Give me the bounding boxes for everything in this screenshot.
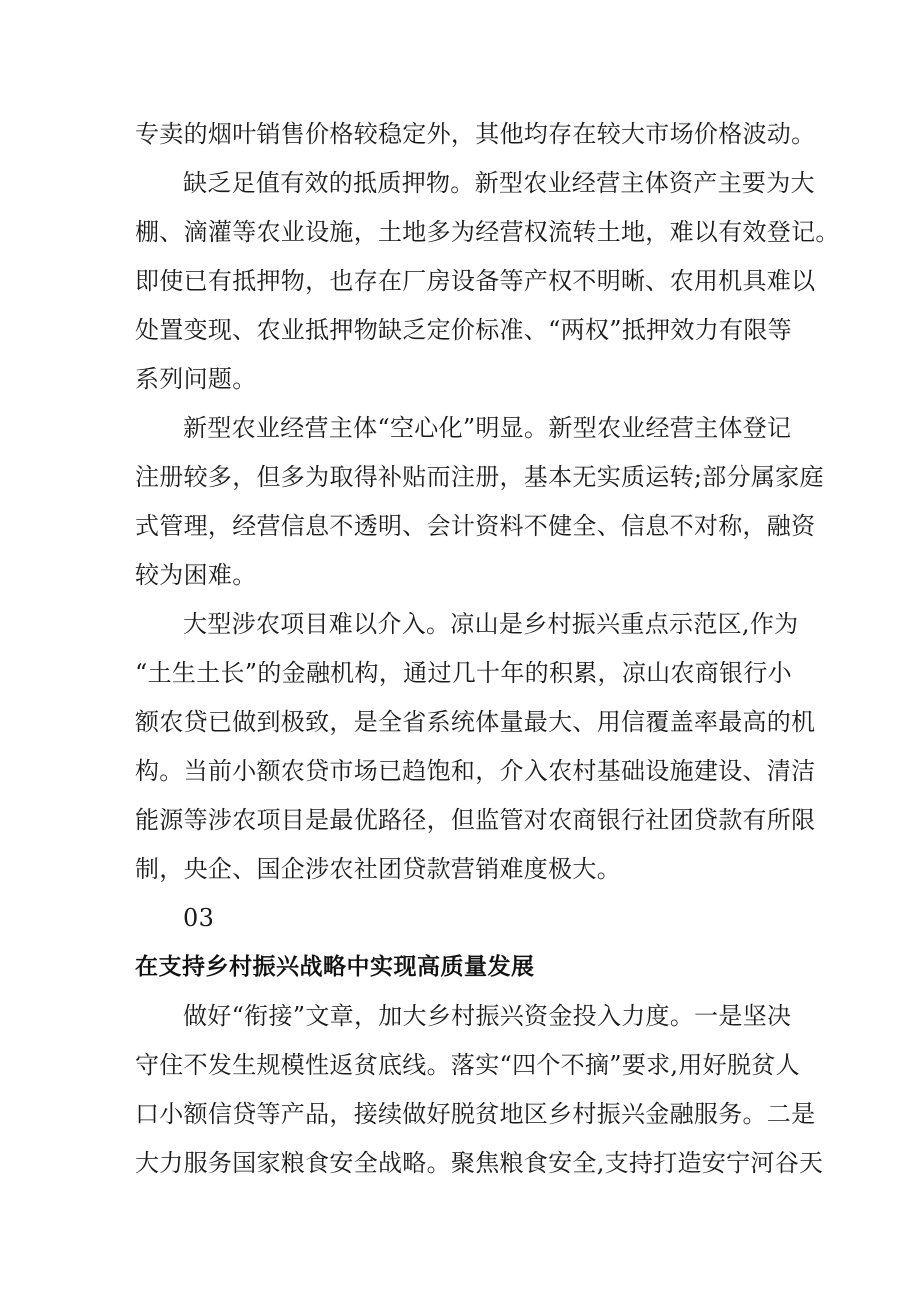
section-number: 03 <box>183 904 215 932</box>
text-line: 口小额信贷等产品，接续做好脱贫地区乡村振兴金融服务。二是 <box>135 1100 816 1128</box>
text-line: 额农贷已做到极致，是全省系统体量最大、用信覆盖率最高的机 <box>135 708 816 736</box>
text-line: 守住不发生规模性返贫底线。落实“四个不摘”要求,用好脱贫人 <box>135 1051 800 1079</box>
section-heading: 在支持乡村振兴战略中实现高质量发展 <box>135 954 535 980</box>
text-line: 注册较多，但多为取得补贴而注册，基本无实质运转;部分属家庭 <box>135 463 824 491</box>
text-line: “土生土长”的金融机构，通过几十年的积累，凉山农商银行小 <box>135 659 792 687</box>
text-line: 构。当前小额农贷市场已趋饱和，介入农村基础设施建设、清洁 <box>135 757 816 785</box>
text-line: 能源等涉农项目是最优路径，但监管对农商银行社团贷款有所限 <box>135 806 816 834</box>
paragraph-first-line: 缺乏足值有效的抵质押物。新型农业经营主体资产主要为大 <box>183 169 815 197</box>
paragraph-first-line: 大型涉农项目难以介入。凉山是乡村振兴重点示范区,作为 <box>183 610 799 638</box>
text-line: 制，央企、国企涉农社团贷款营销难度极大。 <box>135 855 621 883</box>
text-line: 较为困难。 <box>135 561 257 589</box>
text-line: 处置变现、农业抵押物缺乏定价标准、“两权”抵押效力有限等 <box>135 316 792 344</box>
text-line: 棚、滴灌等农业设施，土地多为经营权流转土地，难以有效登记。 <box>135 218 840 246</box>
paragraph-first-line: 做好“衔接”文章，加大乡村振兴资金投入力度。一是坚决 <box>183 1002 792 1030</box>
text-line: 专卖的烟叶销售价格较稳定外，其他均存在较大市场价格波动。 <box>135 120 816 148</box>
text-line: 即使已有抵押物，也存在厂房设备等产权不明晰、农用机具难以 <box>135 267 816 295</box>
paragraph-first-line: 新型农业经营主体“空心化”明显。新型农业经营主体登记 <box>183 414 792 442</box>
text-line: 式管理，经营信息不透明、会计资料不健全、信息不对称，融资 <box>135 512 816 540</box>
text-line: 系列问题。 <box>135 365 257 393</box>
text-line: 大力服务国家粮食安全战略。聚焦粮食安全,支持打造安宁河谷天 <box>135 1149 824 1177</box>
